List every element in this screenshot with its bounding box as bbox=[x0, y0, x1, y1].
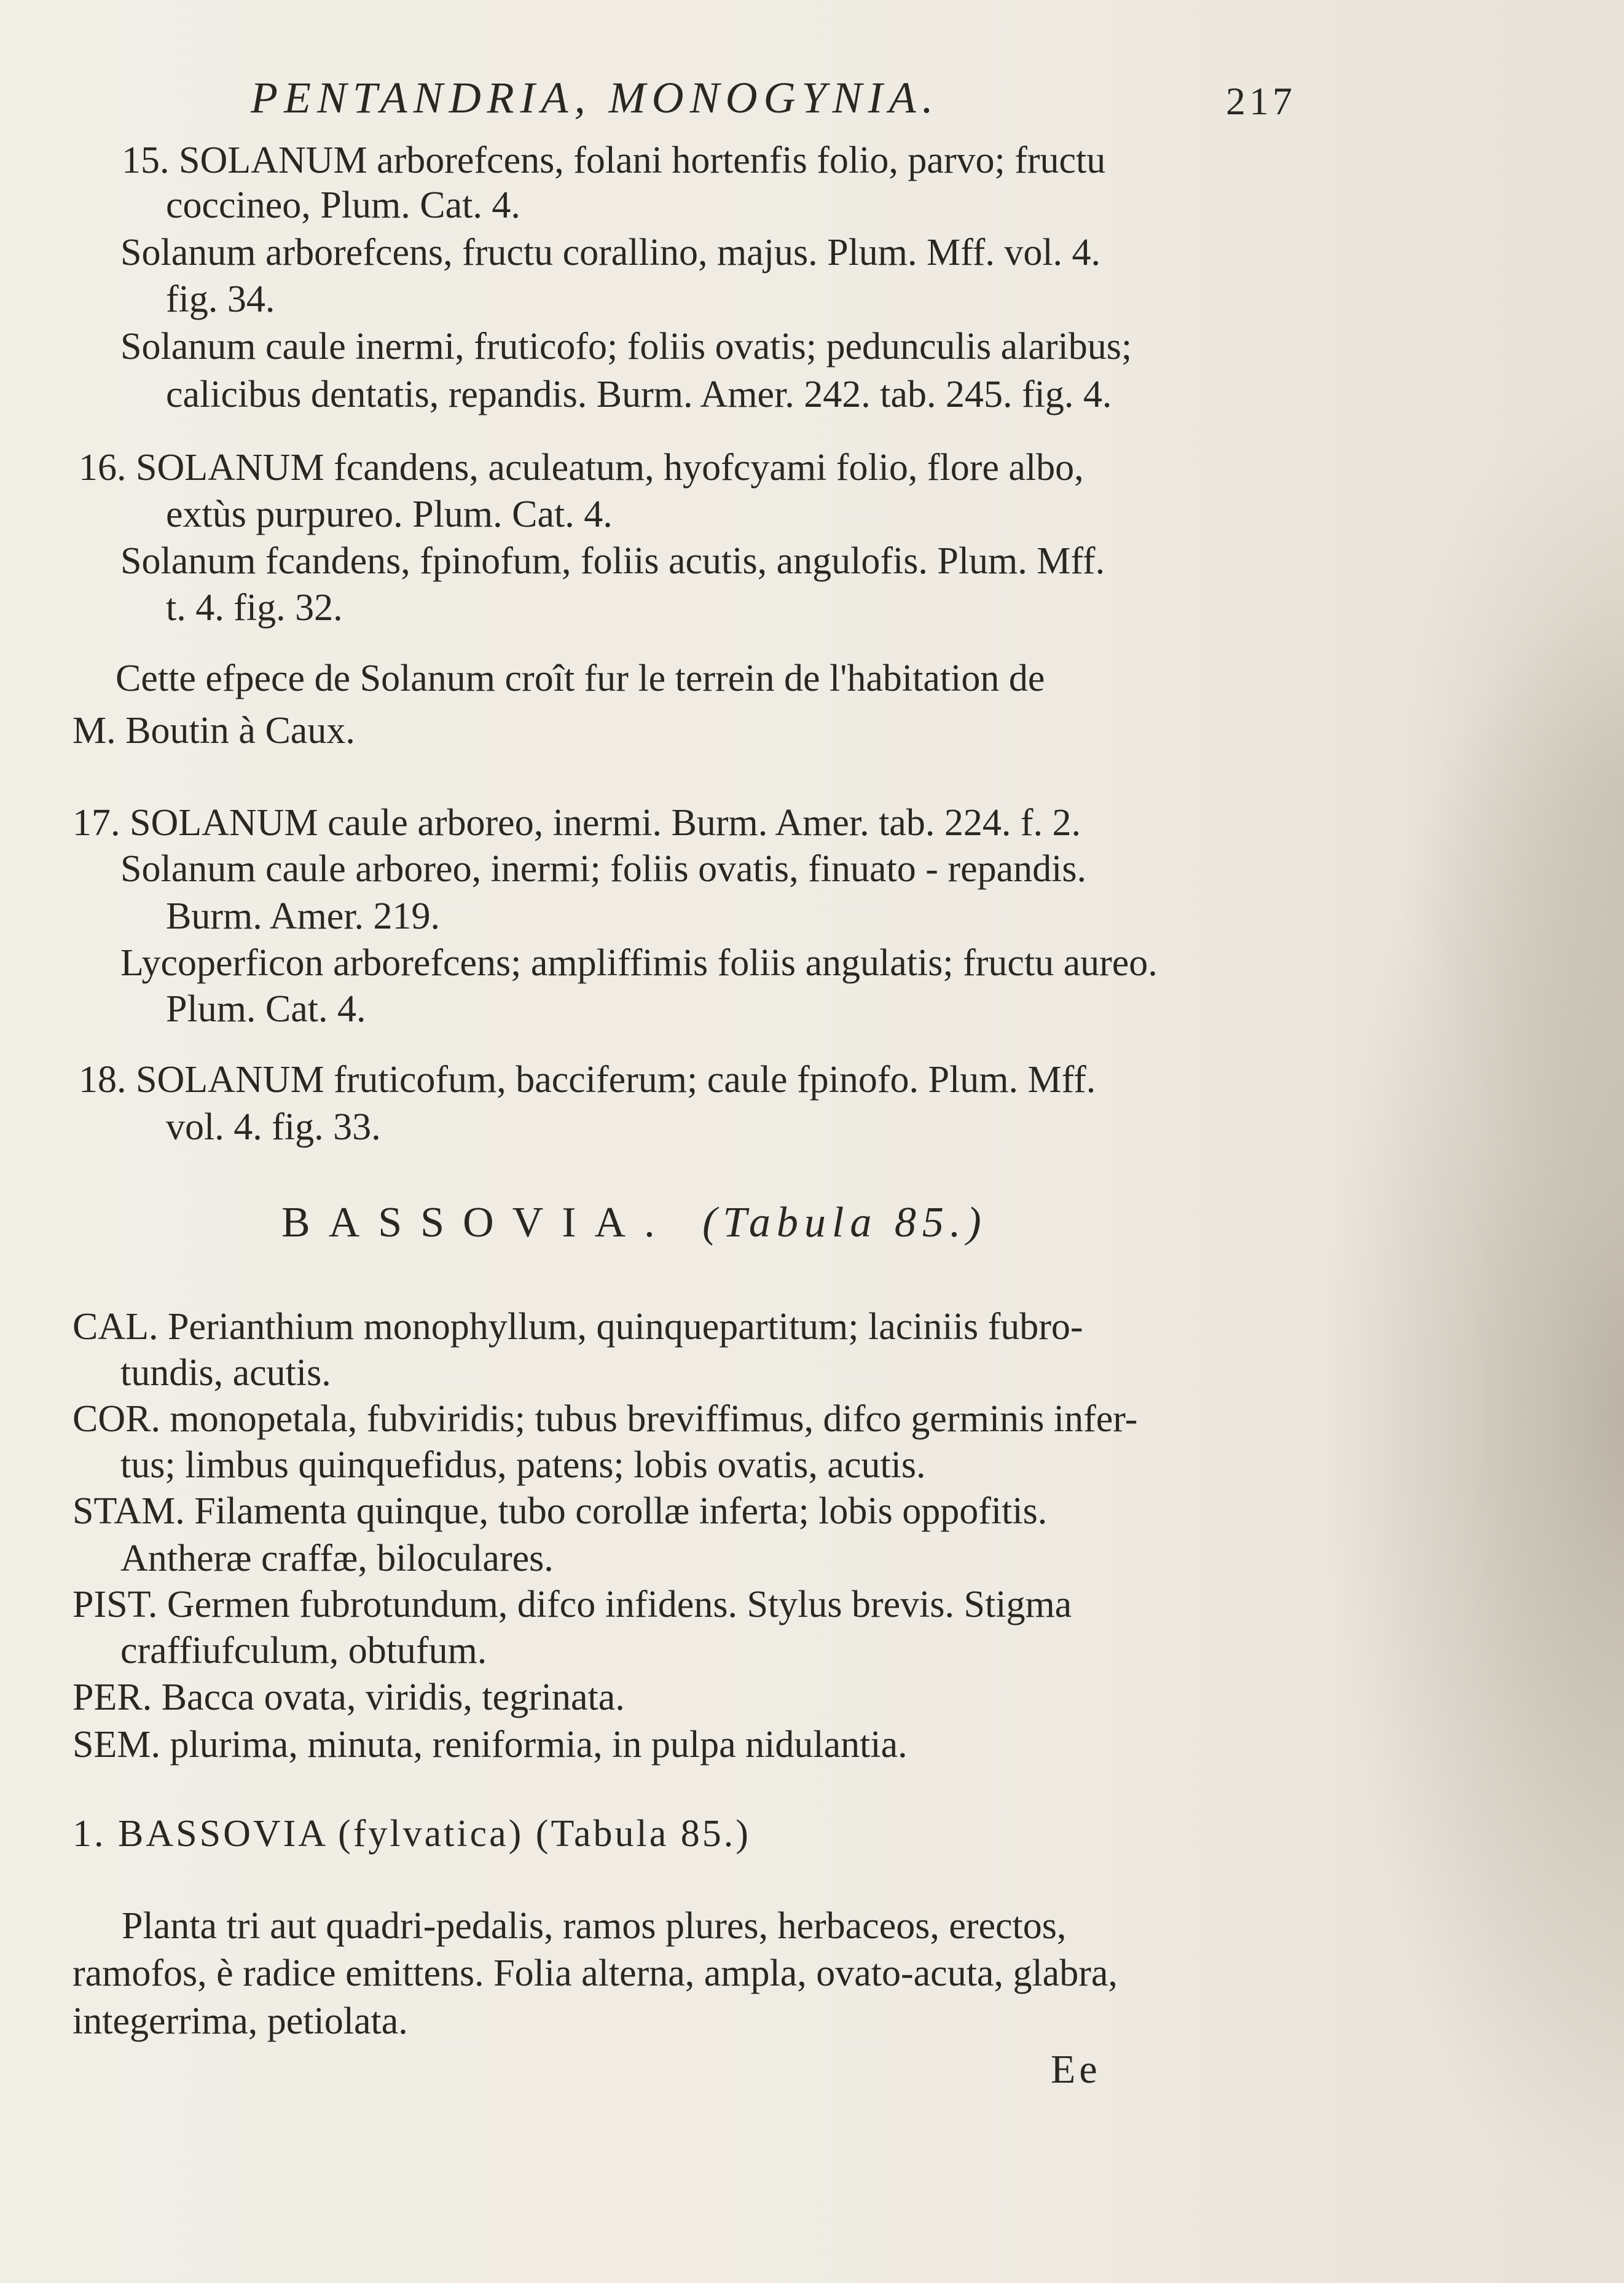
running-title: PENTANDRIA, MONOGYNIA. bbox=[251, 73, 939, 122]
text-line: STAM. Filamenta quinque, tubo corollæ inferta; lobis oppofitis. bbox=[73, 1490, 1048, 1532]
text-line: Cette efpece de Solanum croît fur le terrein de l'habitation de bbox=[116, 658, 1045, 699]
text-line: t. 4. fig. 32. bbox=[166, 587, 343, 629]
text-line: fig. 34. bbox=[166, 278, 275, 320]
text-line: CAL. Perianthium monophyllum, quinquepartitum; laciniis fubro- bbox=[73, 1306, 1083, 1348]
section-plate-ref: (Tabula 85.) bbox=[702, 1199, 987, 1246]
text-line: Burm. Amer. 219. bbox=[166, 895, 441, 937]
text-line: 18. SOLANUM fruticofum, bacciferum; caule fpinofo. Plum. Mff. bbox=[79, 1059, 1096, 1101]
section-title bbox=[281, 1198, 987, 1248]
text-line: Plum. Cat. 4. bbox=[166, 988, 366, 1030]
text-line: Solanum caule inermi, fruticofo; foliis ovatis; pedunculis alaribus; bbox=[120, 326, 1132, 367]
text-line: COR. monopetala, fubviridis; tubus breviffimus, difco germinis infer- bbox=[73, 1398, 1138, 1440]
text-line: 1. BASSOVIA (fylvatica) (Tabula 85.) bbox=[73, 1813, 751, 1855]
text-line: Solanum fcandens, fpinofum, foliis acutis, angulofis. Plum. Mff. bbox=[120, 540, 1105, 582]
text-line: 17. SOLANUM caule arboreo, inermi. Burm. Amer. tab. 224. f. 2. bbox=[73, 802, 1081, 844]
text-line: craffiufculum, obtufum. bbox=[120, 1630, 487, 1672]
text-line: extùs purpureo. Plum. Cat. 4. bbox=[166, 493, 613, 535]
catchword: Ee bbox=[1051, 2047, 1101, 2092]
text-line: 16. SOLANUM fcandens, aculeatum, hyofcyami folio, flore albo, bbox=[79, 447, 1084, 489]
section-genus: BASSOVIA. bbox=[281, 1199, 673, 1246]
text-line: ramofos, è radice emittens. Folia alterna, ampla, ovato-acuta, glabra, bbox=[73, 1952, 1118, 1994]
text-line: coccineo, Plum. Cat. 4. bbox=[166, 184, 520, 226]
text-line: Planta tri aut quadri-pedalis, ramos plures, herbaceos, erectos, bbox=[122, 1905, 1067, 1947]
text-line: PER. Bacca ovata, viridis, tegrinata. bbox=[73, 1676, 625, 1718]
text-line: tundis, acutis. bbox=[120, 1352, 331, 1394]
text-line: 15. SOLANUM arborefcens, folani hortenfis folio, parvo; fructu bbox=[122, 139, 1106, 181]
text-line: integerrima, petiolata. bbox=[73, 2000, 408, 2042]
text-line: Solanum caule arboreo, inermi; foliis ovatis, finuato - repandis. bbox=[120, 848, 1086, 890]
text-line: Lycoperficon arborefcens; ampliffimis foliis angulatis; fructu aureo. bbox=[120, 942, 1158, 984]
page-number: 217 bbox=[1226, 79, 1296, 123]
text-line: tus; limbus quinquefidus, patens; lobis ovatis, acutis. bbox=[120, 1444, 926, 1486]
text-line: PIST. Germen fubrotundum, difco infidens. Stylus brevis. Stigma bbox=[73, 1584, 1072, 1625]
text-line: Antheræ craffæ, biloculares. bbox=[120, 1538, 554, 1579]
text-line: Solanum arborefcens, fructu corallino, majus. Plum. Mff. vol. 4. bbox=[120, 232, 1101, 273]
text-line: SEM. plurima, minuta, reniformia, in pulpa nidulantia. bbox=[73, 1724, 908, 1766]
text-line: calicibus dentatis, repandis. Burm. Amer. 242. tab. 245. fig. 4. bbox=[166, 374, 1112, 415]
text-line: M. Boutin à Caux. bbox=[73, 710, 355, 752]
text-line: vol. 4. fig. 33. bbox=[166, 1106, 381, 1148]
